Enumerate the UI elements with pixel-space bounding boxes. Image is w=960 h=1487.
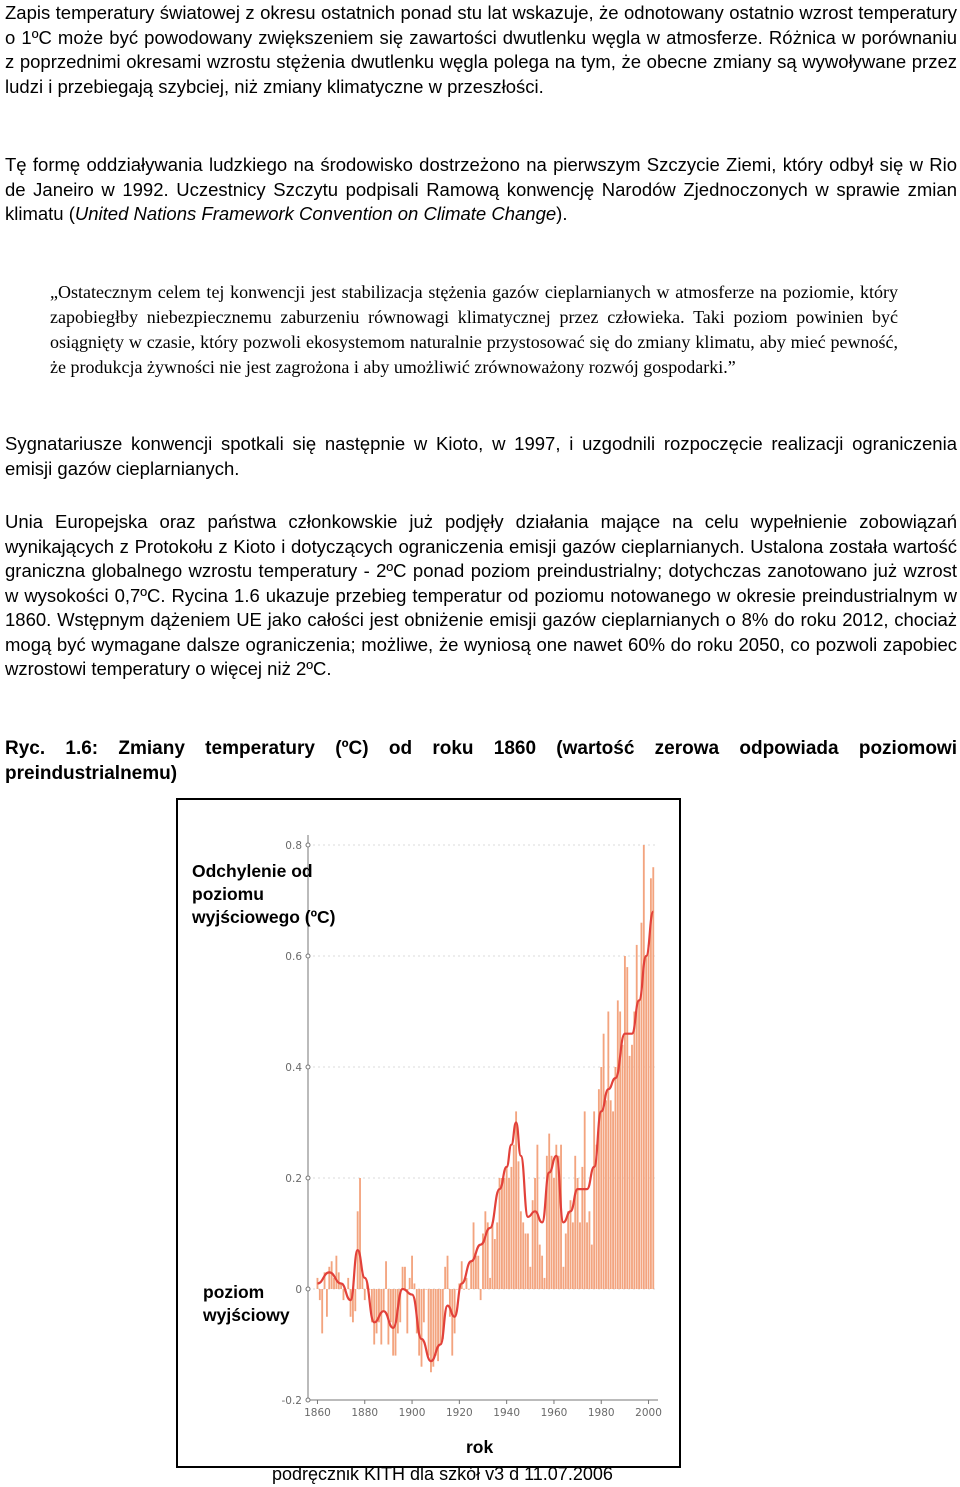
bar-1905	[423, 1289, 425, 1322]
bar-1891	[390, 1289, 392, 1322]
bar-1995	[636, 945, 638, 1289]
bar-1993	[631, 1045, 633, 1289]
x-tick-label-2000: 2000	[635, 1407, 662, 1419]
bar-1864	[326, 1289, 328, 1317]
bar-1942	[510, 1167, 512, 1289]
bar-1885	[376, 1289, 378, 1333]
bar-1944	[515, 1111, 517, 1289]
y-tick-mark-0.6	[306, 954, 310, 958]
bar-1961	[555, 1145, 557, 1289]
bar-1871	[343, 1289, 345, 1300]
bar-1964	[562, 1267, 564, 1289]
bar-1878	[359, 1178, 361, 1289]
bar-1945	[518, 1161, 520, 1289]
bar-1927	[475, 1256, 477, 1289]
bar-1910	[435, 1289, 437, 1356]
x-tick-label-1980: 1980	[587, 1407, 615, 1419]
bar-1935	[494, 1239, 496, 1289]
bar-1880	[364, 1289, 366, 1300]
bar-1973	[584, 1111, 586, 1289]
paragraph-2-text-a: Tę formę oddziaływania ludzkiego na środowisko dostrzeżono na pierwszym Szczycie Ziemi, który odbył się w Rio de Janeiro w 1992. Uczestnicy Szczytu podpisali Ramową konwencję Narodów Zjednoczonych w sprawie zmian klimatu (	[5, 154, 957, 224]
bar-1919	[456, 1289, 458, 1290]
bar-1888	[383, 1289, 385, 1311]
bar-1956	[544, 1278, 546, 1289]
bar-1931	[484, 1211, 486, 1289]
bar-1900	[411, 1256, 413, 1289]
bar-1898	[406, 1289, 408, 1333]
x-tick-label-1940: 1940	[493, 1407, 521, 1419]
y-tick-label-0.6: 0.6	[285, 951, 302, 963]
bar-1959	[551, 1156, 553, 1289]
y-tick-mark--0.2	[306, 1398, 310, 1402]
bar-1952	[534, 1178, 536, 1289]
bar-1937	[499, 1178, 501, 1289]
bar-1868	[335, 1256, 337, 1289]
x-tick-label-1880: 1880	[351, 1407, 379, 1419]
x-axis-annotation: rok	[466, 1437, 494, 1457]
figure-frame	[176, 798, 681, 1468]
y-tick-label--0.2: -0.2	[281, 1395, 302, 1407]
bar-1925	[470, 1261, 472, 1289]
bar-2000	[648, 945, 650, 1289]
bar-1972	[581, 1167, 583, 1289]
paragraph-2	[5, 153, 957, 227]
bar-1901	[413, 1283, 415, 1289]
bar-1874	[350, 1289, 352, 1317]
bar-1984	[610, 1100, 612, 1289]
bar-1966	[567, 1211, 569, 1289]
x-tick-label-1960: 1960	[540, 1407, 568, 1419]
convention-quote: „Ostatecznym celem tej konwencji jest stabilizacja stężenia gazów cieplarnianych w atmosferze na poziomie, który zapobiegłby niebezpiecznemu zaburzeniu równowagi klimatycznej przez człowieka. Taki poziom powinien być osiągnięty w czasie, który pozwoli ekosystemom naturalnie przystosować się do zmiany klimatu, aby mieć pewność, że produkcja żywności nie jest zagrożona i aby umożliwić zrównoważony rozwój gospodarki.”	[50, 282, 898, 377]
bar-1954	[539, 1245, 541, 1289]
y-tick-mark-0.2	[306, 1176, 310, 1180]
bar-1983	[607, 1012, 609, 1290]
bar-1867	[333, 1278, 335, 1289]
bar-1922	[463, 1289, 465, 1290]
page-footer: podręcznik KITH dla szkół v3 d 11.07.2006	[272, 1464, 613, 1484]
bar-1914	[444, 1267, 446, 1289]
bar-1994	[633, 1012, 635, 1290]
bar-2002	[652, 867, 654, 1289]
bar-1915	[447, 1256, 449, 1289]
bar-1936	[496, 1222, 498, 1289]
y-tick-label-0.2: 0.2	[285, 1173, 302, 1185]
bar-1889	[385, 1261, 387, 1289]
bar-1976	[591, 1245, 593, 1289]
paragraph-2-italic-title: United Nations Framework Convention on Climate Change	[74, 203, 557, 224]
paragraph-4: Unia Europejska oraz państwa członkowskie już podjęły działania mające na celu wypełnienie zobowiązań wynikających z Protokołu z Kioto i dotyczących ograniczenia emisji gazów cieplarnianych. Ustalona została wartość graniczna globalnego wzrostu temperatury - 2ºC ponad poziom preindustrialny; dotychczas zanotowano już wzrost w wysokości 0,7ºC. Rycina 1.6 ukazuje przebieg temperatur od poziomu notowanego w okresie preindustrialnym w 1860. Wstępnym dążeniem UE jako całości jest obniżenie emisji gazów cieplarnianych o 8% do roku 2012, chociaż mogą być wymagane dalsze ograniczenia; możliwe, że wyniosą one nawet 60% do roku 2050, co pozwoli zapobiec wzrostowi temperatury o więcej niż 2ºC.	[5, 511, 957, 679]
bar-1887	[380, 1289, 382, 1345]
bar-1998	[643, 845, 645, 1289]
x-tick-label-1900: 1900	[398, 1407, 426, 1419]
y-tick-label-0.8: 0.8	[285, 840, 302, 852]
bar-1978	[596, 1145, 598, 1289]
bar-1969	[574, 1156, 576, 1289]
bar-1996	[638, 1000, 640, 1289]
x-tick-label-1920: 1920	[445, 1407, 473, 1419]
bar-1989	[622, 1045, 624, 1289]
bar-1999	[645, 956, 647, 1289]
bar-1924	[468, 1289, 470, 1290]
bar-1982	[605, 1100, 607, 1289]
bar-1949	[527, 1234, 529, 1290]
figure-caption: Ryc. 1.6: Zmiany temperatury (ºC) od roku 1860 (wartość zerowa odpowiada poziomowi preindustrialnemu)	[5, 738, 957, 784]
y-axis-annotation: Odchylenie od poziomu wyjściowego (ºC)	[192, 861, 336, 927]
bar-1958	[548, 1134, 550, 1289]
bar-1904	[421, 1289, 423, 1367]
bar-1865	[328, 1267, 330, 1289]
bar-1876	[354, 1289, 356, 1311]
bar-1975	[588, 1211, 590, 1289]
bar-1907	[428, 1289, 430, 1356]
bar-1981	[603, 1034, 605, 1289]
bar-1992	[629, 1056, 631, 1289]
bar-1967	[570, 1200, 572, 1289]
bar-1977	[593, 1111, 595, 1289]
paragraph-1: Zapis temperatury światowej z okresu ostatnich ponad stu lat wskazuje, że odnotowany ostatnio wzrost temperatury o 1ºC może być powodowany zwiększeniem się zawartości dwutlenku węgla w atmosferze. Różnica w porównaniu z poprzednimi okresami wzrostu stężenia dwutlenku węgla polega na tym, że obecne zmiany są wywoływane przez ludzi i przebiegają szybciej, niż zmiany klimatyczne w przeszłości.	[5, 2, 957, 97]
bar-1918	[454, 1289, 456, 1333]
bar-1990	[624, 956, 626, 1289]
bar-1906	[425, 1289, 427, 1290]
baseline-annotation: poziom wyjściowy	[203, 1282, 290, 1325]
bar-1884	[373, 1289, 375, 1345]
bar-1971	[579, 1222, 581, 1289]
bar-1934	[492, 1222, 494, 1289]
bar-1929	[480, 1289, 482, 1300]
bar-1938	[501, 1178, 503, 1289]
bar-1873	[347, 1278, 349, 1289]
bar-1862	[321, 1289, 323, 1333]
paragraph-2-text-b: ).	[556, 203, 568, 224]
bar-1941	[508, 1178, 510, 1289]
bar-1987	[617, 1000, 619, 1289]
bar-1985	[612, 1111, 614, 1289]
bar-1899	[409, 1278, 411, 1289]
bar-1861	[319, 1289, 321, 1300]
bar-1960	[553, 1178, 555, 1289]
bar-1948	[525, 1234, 527, 1290]
y-tick-label-0: 0	[295, 1284, 302, 1296]
bar-1912	[440, 1289, 442, 1345]
bar-1968	[572, 1222, 574, 1289]
bar-1943	[513, 1145, 515, 1289]
bar-1939	[503, 1178, 505, 1289]
bar-1897	[404, 1267, 406, 1289]
bar-1991	[626, 967, 628, 1289]
bar-1946	[520, 1211, 522, 1289]
bar-1980	[600, 1067, 602, 1289]
paragraph-3: Sygnatariusze konwencji spotkali się następnie w Kioto, w 1997, i uzgodnili rozpoczęcie realizacji ograniczenia emisji gazów cieplarnianych.	[5, 433, 957, 479]
bar-1947	[522, 1222, 524, 1289]
bar-1974	[586, 1222, 588, 1289]
bar-1896	[402, 1267, 404, 1289]
bar-1928	[477, 1256, 479, 1289]
bar-1970	[577, 1178, 579, 1289]
bar-1955	[541, 1256, 543, 1289]
x-tick-label-1860: 1860	[304, 1407, 331, 1419]
y-tick-mark-0.4	[306, 1065, 310, 1069]
bar-1892	[392, 1289, 394, 1356]
bar-1965	[565, 1234, 567, 1290]
bar-1950	[529, 1267, 531, 1289]
bar-1940	[506, 1167, 508, 1289]
bar-1933	[489, 1278, 491, 1289]
y-tick-label-0.4: 0.4	[285, 1062, 302, 1074]
bar-1986	[615, 1067, 617, 1289]
y-tick-mark-0.8	[306, 843, 310, 847]
bar-1917	[451, 1289, 453, 1356]
